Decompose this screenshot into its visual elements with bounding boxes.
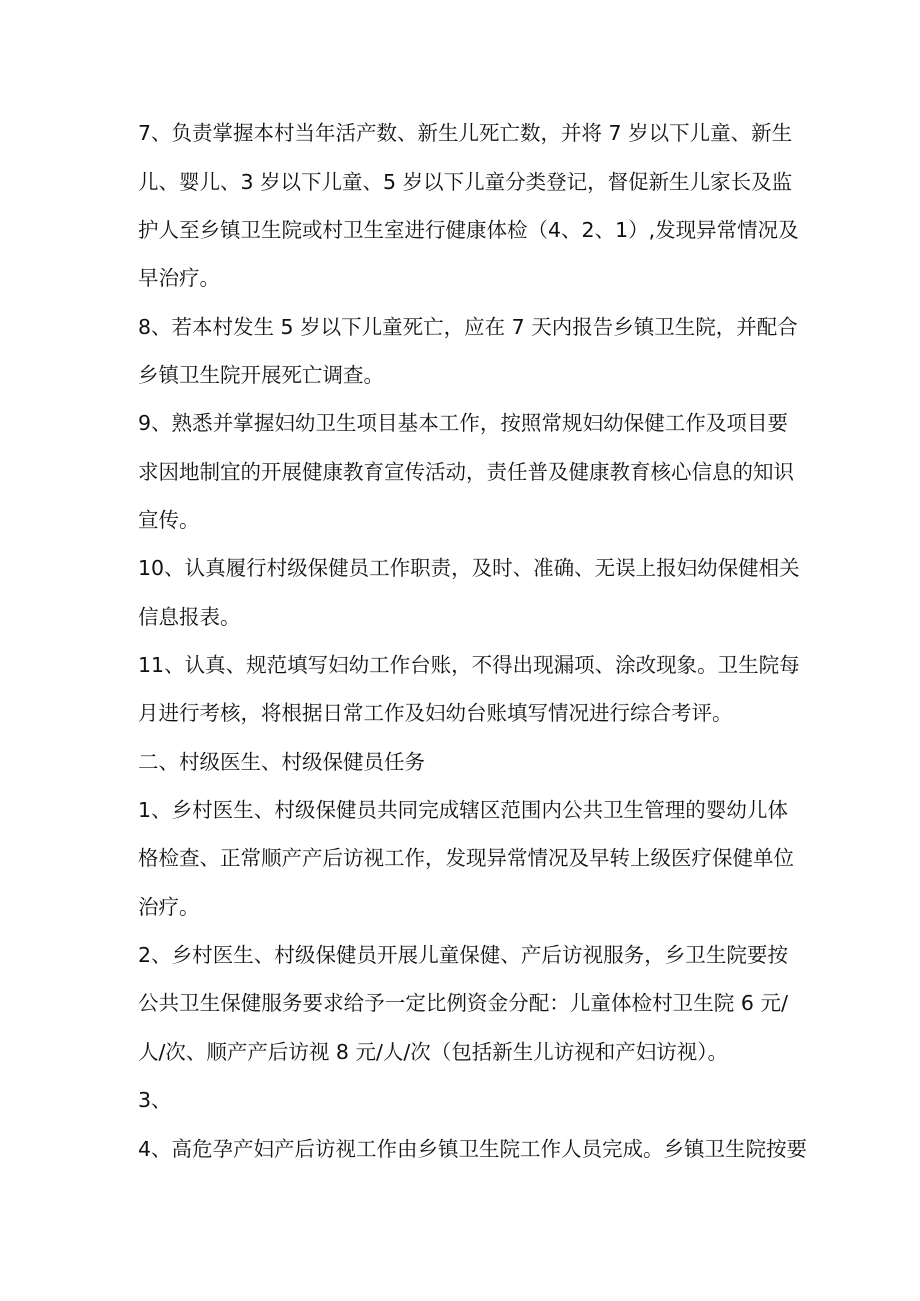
text-line-task1-2: 格检查、正常顺产产后访视工作，发现异常情况及早转上级医疗保健单位 bbox=[138, 846, 794, 870]
text-line-item10-2: 信息报表。 bbox=[138, 605, 241, 629]
text-line-item8-2: 乡镇卫生院开展死亡调查。 bbox=[138, 363, 384, 387]
text-line-item7-3: 护人至乡镇卫生院或村卫生室进行健康体检（4、2、1）,发现异常情况及 bbox=[138, 218, 799, 242]
text-line-item8-1: 8、若本村发生 5 岁以下儿童死亡，应在 7 天内报告乡镇卫生院，并配合 bbox=[138, 315, 798, 339]
text-line-item9-2: 求因地制宜的开展健康教育宣传活动，责任普及健康教育核心信息的知识 bbox=[138, 460, 794, 484]
text-line-item10-1: 10、认真履行村级保健员工作职责，及时、准确、无误上报妇幼保健相关 bbox=[138, 556, 800, 580]
text-line-task2-3: 人/次、顺产产后访视 8 元/人/次（包括新生儿访视和产妇访视）。 bbox=[138, 1040, 729, 1064]
text-line-item9-1: 9、熟悉并掌握妇幼卫生项目基本工作，按照常规妇幼保健工作及项目要 bbox=[138, 411, 788, 435]
text-line-task1-1: 1、乡村医生、村级保健员共同完成辖区范围内公共卫生管理的婴幼儿体 bbox=[138, 798, 788, 822]
text-line-task3: 3、 bbox=[138, 1088, 172, 1112]
text-line-item7-2: 儿、婴儿、3 岁以下儿童、5 岁以下儿童分类登记，督促新生儿家长及监 bbox=[138, 170, 793, 194]
text-line-item7-1: 7、负责掌握本村当年活产数、新生儿死亡数，并将 7 岁以下儿童、新生 bbox=[138, 121, 793, 145]
text-line-task2-2: 公共卫生保健服务要求给予一定比例资金分配：儿童体检村卫生院 6 元/ bbox=[138, 991, 788, 1015]
text-line-item11-2: 月进行考核，将根据日常工作及妇幼台账填写情况进行综合考评。 bbox=[138, 701, 733, 725]
text-line-item11-1: 11、认真、规范填写妇幼工作台账，不得出现漏项、涂改现象。卫生院每 bbox=[138, 653, 800, 677]
text-line-item7-4: 早治疗。 bbox=[138, 266, 220, 290]
text-line-task4-1: 4、高危孕产妇产后访视工作由乡镇卫生院工作人员完成。乡镇卫生院按要 bbox=[138, 1137, 808, 1161]
text-line-task1-3: 治疗。 bbox=[138, 895, 200, 919]
text-line-item9-3: 宣传。 bbox=[138, 508, 200, 532]
section-heading: 二、村级医生、村级保健员任务 bbox=[138, 750, 425, 774]
text-line-task2-1: 2、乡村医生、村级保健员开展儿童保健、产后访视服务，乡卫生院要按 bbox=[138, 943, 788, 967]
